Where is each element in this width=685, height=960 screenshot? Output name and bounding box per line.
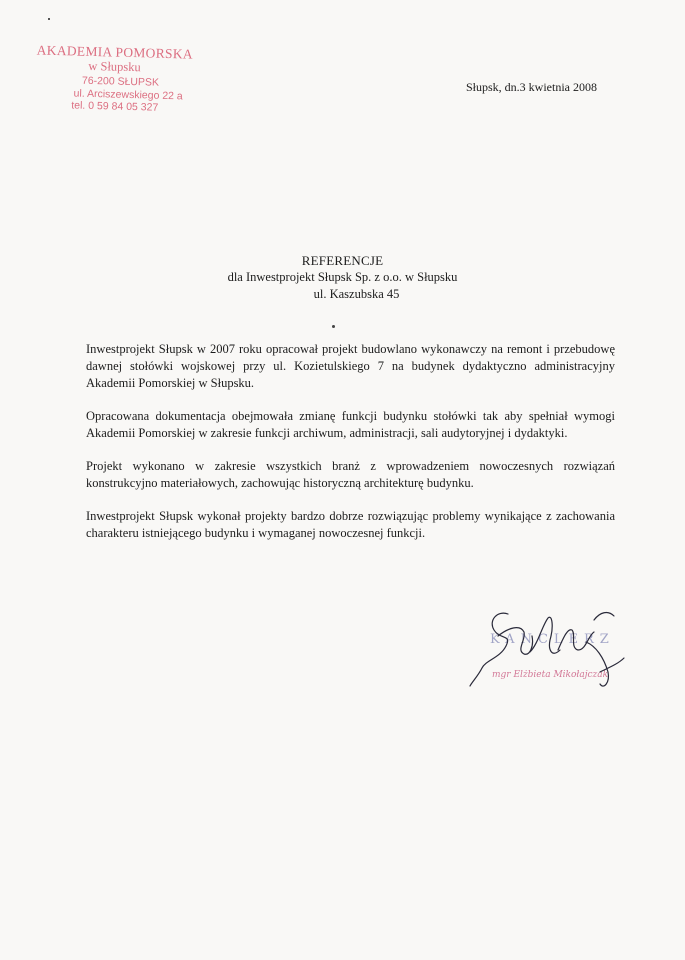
stamp-city: w Słupsku — [88, 58, 141, 74]
recipient-line: dla Inwestprojekt Słupsk Sp. z o.o. w Słupsku — [227, 270, 458, 284]
stamp-phone: tel. 0 59 84 05 327 — [71, 99, 159, 114]
stamp-institution: AKADEMIA POMORSKA — [36, 42, 194, 62]
paragraph: Projekt wykonano w zakresie wszystkich branż z wprowadzeniem nowoczesnych rozwiązań konstrukcyjno materiałowych, zachowując historyczną architekturę budynku. — [86, 459, 615, 490]
letter-body — [86, 341, 615, 558]
signature-stamp-name: mgr Elżbieta Mikołajczak — [492, 670, 609, 680]
ink-dot — [332, 325, 335, 328]
paragraph: Opracowana dokumentacja obejmowała zmianę funkcji budynku stołówki tak aby spełniał wymogi Akademii Pomorskiej w zakresie funkcji archiwum, administracji, sali audytoryjnej i dydaktyki. — [86, 409, 615, 440]
stamp-street: ul. Arciszewskiego 22 a — [73, 87, 183, 102]
paragraph: Inwestprojekt Słupsk w 2007 roku opracował projekt budowlano wykonawczy na remont i przebudowę dawnej stołówki wojskowej przy ul. Kozietulskiego 7 na budynek dydaktyczno administracyjny Akademii Pomorskiej w Słupsku. — [86, 342, 615, 390]
letter-header — [0, 252, 685, 303]
signature-block — [468, 606, 638, 706]
letterhead-stamp — [35, 44, 227, 115]
recipient-address: ul. Kaszubska 45 — [313, 287, 400, 301]
paragraph: Inwestprojekt Słupsk wykonał projekty bardzo dobrze rozwiązując problemy wynikające z zachowania charakteru istniejącego budynku i wymaganej nowoczesnej funkcji. — [86, 509, 615, 540]
paper-speck — [48, 18, 50, 20]
stamp-postcode: 76-200 SŁUPSK — [81, 74, 160, 89]
place-date: Słupsk, dn.3 kwietnia 2008 — [466, 80, 597, 94]
letter-title: REFERENCJE — [301, 253, 384, 268]
handwritten-signature — [468, 606, 638, 706]
signature-stamp-title: KANCLERZ — [490, 632, 615, 647]
